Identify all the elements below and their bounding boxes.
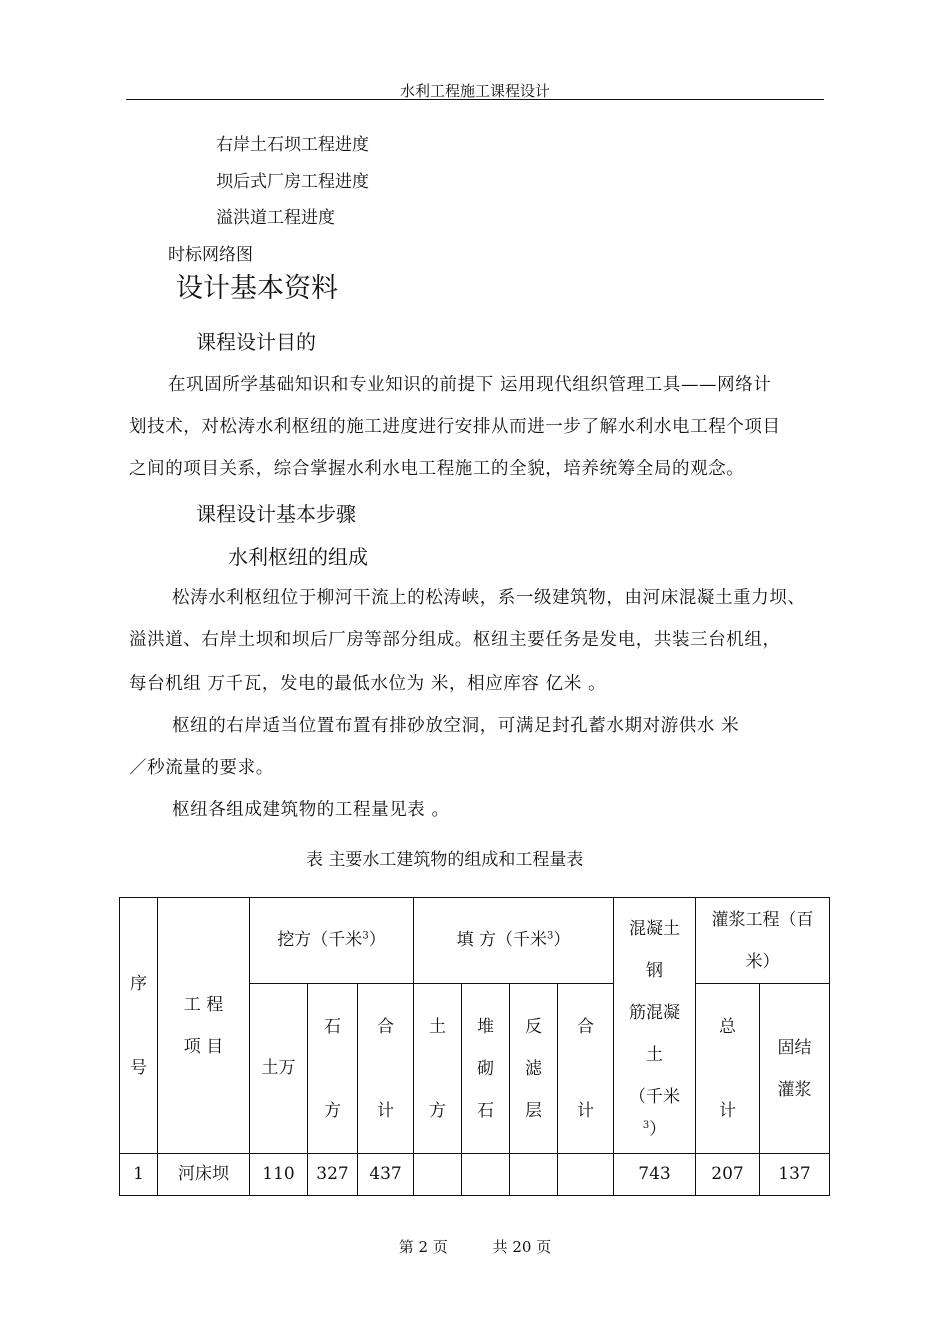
header-excavation: 挖方（千米$^3$） (250, 898, 414, 984)
heading-composition: 水利枢纽的组成 (228, 545, 368, 569)
cell-fill-earth (414, 1154, 462, 1196)
quantity-table (119, 897, 830, 1196)
cell-concrete: 743 (614, 1154, 696, 1196)
paragraph-line: ／秒流量的要求。 (129, 758, 274, 778)
header-rule (126, 99, 824, 100)
subheader-fill-total: 合 计 (558, 984, 614, 1154)
heading-design-data: 设计基本资料 (176, 273, 338, 304)
toc-item: 坝后式厂房工程进度 (216, 172, 369, 192)
header-seq: 序 号 (120, 898, 158, 1154)
toc-item: 时标网络图 (168, 245, 253, 265)
cell-pile-stone (462, 1154, 510, 1196)
paragraph-line: 之间的项目关系，综合掌握水利水电工程施工的全貌，培养统筹全局的观念。 (129, 459, 745, 479)
page-total: 共 20 页 (492, 1238, 552, 1256)
paragraph-line: 划技术，对松涛水利枢纽的施工进度进行安排从而进一步了解水利水电工程个项目 (129, 417, 781, 437)
cell-earth: 110 (250, 1154, 308, 1196)
toc-item: 溢洪道工程进度 (216, 208, 335, 228)
table-caption: 表 主要水工建筑物的组成和工程量表 (306, 850, 584, 870)
header-item: 工 程 项 目 (158, 898, 250, 1154)
cell-excav-total: 437 (358, 1154, 414, 1196)
subheader-consolidation: 固结 灌浆 (760, 984, 830, 1154)
heading-purpose: 课程设计目的 (196, 330, 316, 354)
subheader-filter: 反 滤 层 (510, 984, 558, 1154)
paragraph-line: 每台机组 万千瓦，发电的最低水位为 米，相应库容 亿米 。 (129, 674, 607, 694)
header-grouting: 灌浆工程（百 米） (696, 898, 830, 984)
page-number: 第 2 页 (398, 1238, 448, 1256)
paragraph-line: 溢洪道、右岸土坝和坝后厂房等部分组成。枢纽主要任务是发电，共装三台机组， (129, 630, 781, 650)
header-fill: 填 方（千米$^3$） (414, 898, 614, 984)
subheader-excav-total: 合 计 (358, 984, 414, 1154)
cell-grout-total: 207 (696, 1154, 760, 1196)
subheader-grout-total: 总 计 (696, 984, 760, 1154)
subheader-pile-stone: 堆 砌 石 (462, 984, 510, 1154)
paragraph-line: 在巩固所学基础知识和专业知识的前提下 运用现代组织管理工具——网络计 (168, 375, 772, 395)
table-reference: 枢纽各组成建筑物的工程量见表 。 (172, 800, 450, 820)
heading-steps: 课程设计基本步骤 (196, 502, 356, 526)
subheader-earth: 土万 (250, 984, 308, 1154)
paragraph-line: 枢纽的右岸适当位置布置有排砂放空洞，可满足封孔蓄水期对游供水 米 (172, 716, 740, 736)
cell-seq: 1 (120, 1154, 158, 1196)
paragraph-line: 松涛水利枢纽位于柳河干流上的松涛峡，系一级建筑物，由河床混凝土重力坝、 (172, 588, 806, 608)
toc-item: 右岸土石坝工程进度 (216, 135, 369, 155)
header-title: 水利工程施工课程设计 (399, 82, 550, 100)
cell-rock: 327 (308, 1154, 358, 1196)
page-footer (0, 1236, 950, 1257)
cell-fill-total (558, 1154, 614, 1196)
table-row (120, 1154, 830, 1196)
header-concrete: 混凝土 钢 筋混凝 土 （千米 $^3$） (614, 898, 696, 1154)
cell-filter (510, 1154, 558, 1196)
subheader-fill-earth: 土 方 (414, 984, 462, 1154)
cell-item: 河床坝 (158, 1154, 250, 1196)
subheader-rock: 石 方 (308, 984, 358, 1154)
cell-consolidation: 137 (760, 1154, 830, 1196)
